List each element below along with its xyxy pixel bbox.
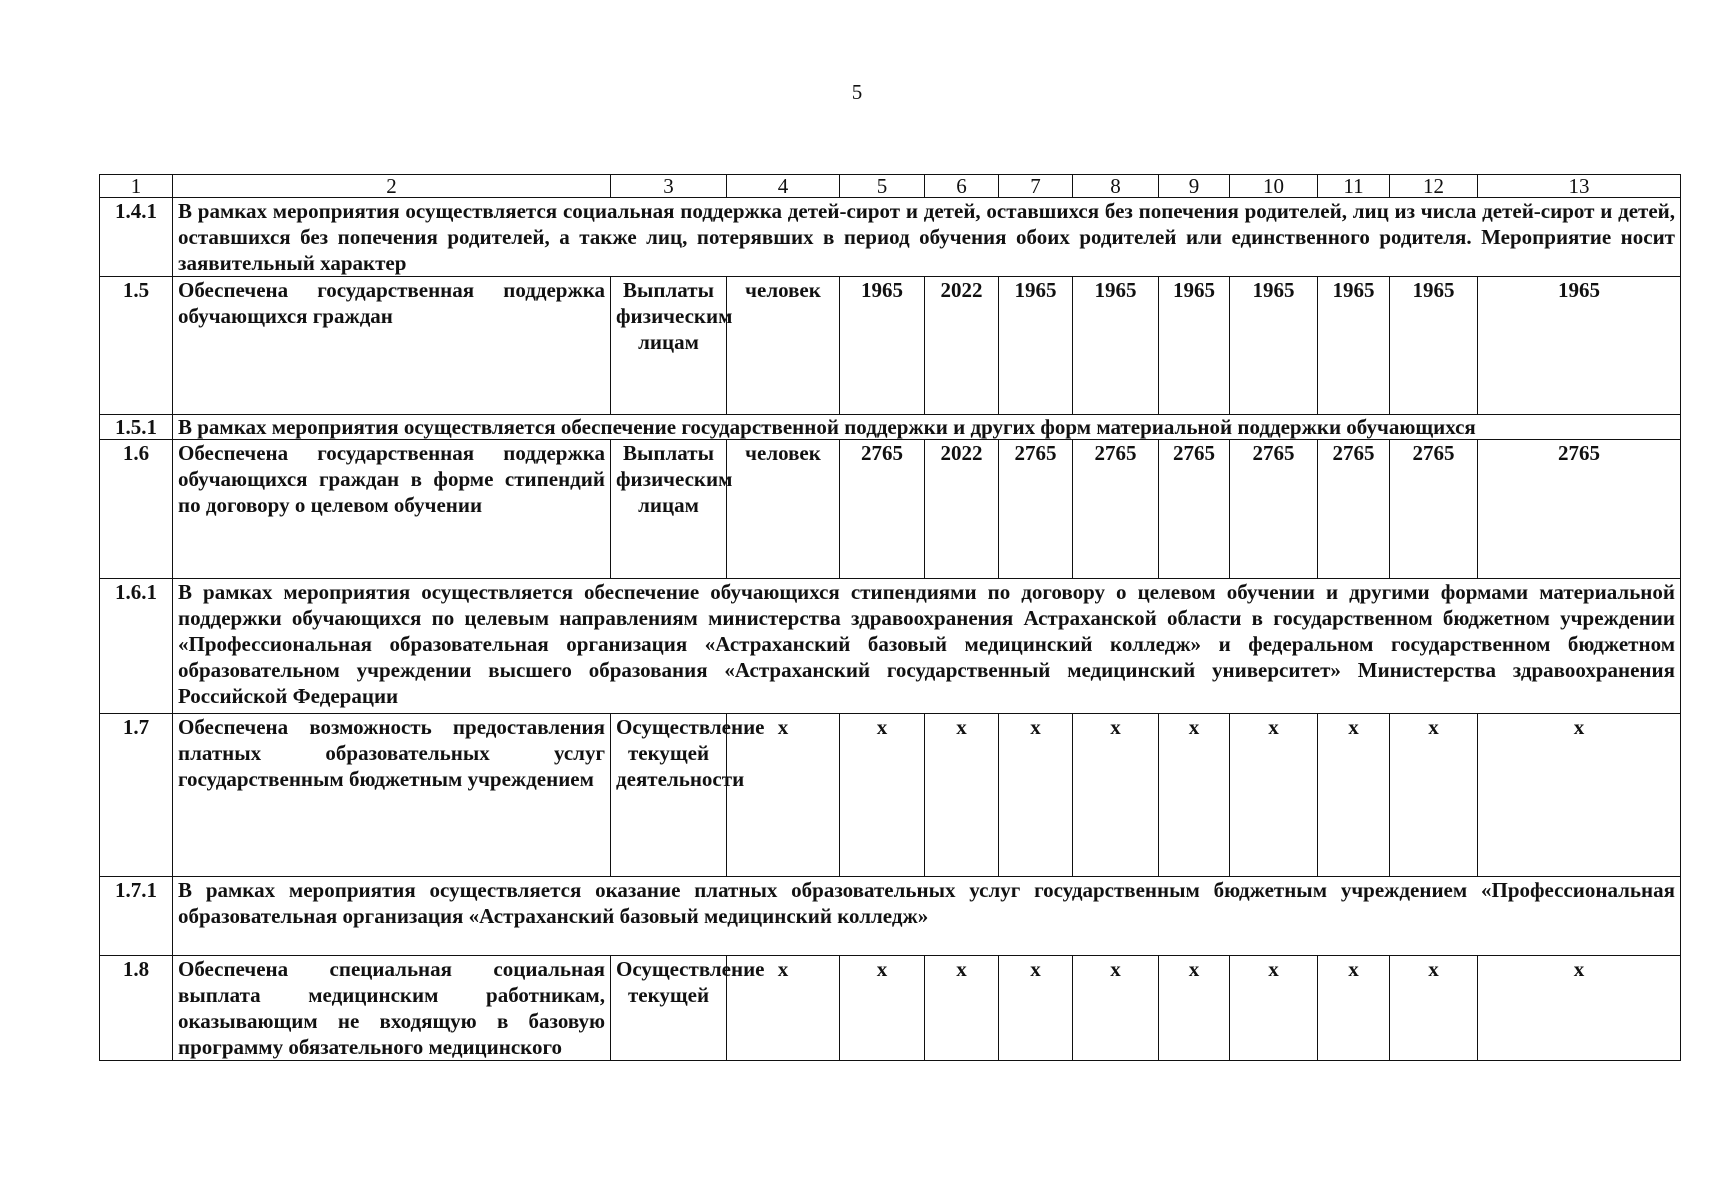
description-row [100, 198, 1681, 277]
column-header: 13 [1478, 175, 1681, 198]
value-cell: 1965 [999, 277, 1073, 415]
row-number: 1.4.1 [100, 198, 173, 277]
column-header: 2 [173, 175, 611, 198]
column-header: 1 [100, 175, 173, 198]
value-cell: х [1230, 714, 1318, 877]
value-cell: х [999, 714, 1073, 877]
column-header: 4 [727, 175, 840, 198]
value-cell: 2765 [1390, 440, 1478, 579]
table-row [100, 714, 1681, 877]
unit: человек [727, 277, 840, 415]
row-number: 1.5.1 [100, 415, 173, 440]
unit: человек [727, 440, 840, 579]
value-cell: х [1073, 714, 1159, 877]
description-row [100, 877, 1681, 956]
value-cell: 1965 [840, 277, 925, 415]
value-cell: х [1390, 714, 1478, 877]
value-cell: х [1318, 714, 1390, 877]
column-header: 3 [611, 175, 727, 198]
value-cell: х [1073, 956, 1159, 1061]
row-description: В рамках мероприятия осуществляется социальная поддержка детей-сирот и детей, оставшихся без попечения родителей, лиц из числа детей-сирот и детей, оставшихся без попечения родителей, а также лиц, потерявших в период обучения обоих родителей или единственного родителя. Мероприятие носит заявительный характер [173, 198, 1681, 277]
value-cell: 1965 [1230, 277, 1318, 415]
value-cell: 2765 [840, 440, 925, 579]
description-row [100, 579, 1681, 714]
table-row [100, 956, 1681, 1061]
row-number: 1.7 [100, 714, 173, 877]
value-cell: 2022 [925, 277, 999, 415]
value-cell: 1965 [1073, 277, 1159, 415]
value-cell: 2765 [999, 440, 1073, 579]
value-cell: х [1478, 714, 1681, 877]
funding-type: Осуществление текущей деятельности [611, 714, 727, 877]
value-cell: 2765 [1073, 440, 1159, 579]
row-description: В рамках мероприятия осуществляется обеспечение государственной поддержки и других форм материальной поддержки обучающихся [173, 415, 1681, 440]
indicator-name: Обеспечена специальная социальная выплата медицинским работникам, оказывающим не входящую в базовую программу обязательного медицинского [173, 956, 611, 1061]
funding-type: Выплаты физическим лицам [611, 277, 727, 415]
value-cell: 2765 [1230, 440, 1318, 579]
row-number: 1.7.1 [100, 877, 173, 956]
value-cell: 1965 [1390, 277, 1478, 415]
row-number: 1.5 [100, 277, 173, 415]
value-cell: 2765 [1159, 440, 1230, 579]
column-header: 11 [1318, 175, 1390, 198]
value-cell: х [1159, 714, 1230, 877]
value-cell: 2765 [1478, 440, 1681, 579]
column-header: 8 [1073, 175, 1159, 198]
unit: х [727, 956, 840, 1061]
funding-type: Выплаты физическим лицам [611, 440, 727, 579]
funding-type: Осуществление текущей [611, 956, 727, 1061]
row-number: 1.8 [100, 956, 173, 1061]
value-cell: 2022 [925, 440, 999, 579]
column-header: 5 [840, 175, 925, 198]
description-row [100, 415, 1681, 440]
unit: х [727, 714, 840, 877]
page-number: 5 [851, 80, 863, 104]
column-header: 9 [1159, 175, 1230, 198]
value-cell: х [1230, 956, 1318, 1061]
indicator-name: Обеспечена возможность предоставления платных образовательных услуг государственным бюджетным учреждением [173, 714, 611, 877]
value-cell: х [1478, 956, 1681, 1061]
row-number: 1.6 [100, 440, 173, 579]
value-cell: х [925, 956, 999, 1061]
indicators-table [99, 174, 1681, 1061]
value-cell: х [999, 956, 1073, 1061]
column-header: 6 [925, 175, 999, 198]
value-cell: 1965 [1478, 277, 1681, 415]
row-description: В рамках мероприятия осуществляется оказание платных образовательных услуг государственным бюджетным учреждением «Профессиональная образовательная организация «Астраханский базовый медицинский колледж» [173, 877, 1681, 956]
indicator-name: Обеспечена государственная поддержка обучающихся граждан в форме стипендий по договору о целевом обучении [173, 440, 611, 579]
column-header: 7 [999, 175, 1073, 198]
value-cell: 2765 [1318, 440, 1390, 579]
indicator-name: Обеспечена государственная поддержка обучающихся граждан [173, 277, 611, 415]
table-row [100, 277, 1681, 415]
value-cell: 1965 [1318, 277, 1390, 415]
value-cell: х [1159, 956, 1230, 1061]
value-cell: х [840, 956, 925, 1061]
table-row [100, 440, 1681, 579]
value-cell: х [1318, 956, 1390, 1061]
column-header: 10 [1230, 175, 1318, 198]
column-header: 12 [1390, 175, 1478, 198]
row-number: 1.6.1 [100, 579, 173, 714]
value-cell: 1965 [1159, 277, 1230, 415]
value-cell: х [840, 714, 925, 877]
row-description: В рамках мероприятия осуществляется обеспечение обучающихся стипендиями по договору о целевом обучении и другими формами материальной поддержки обучающихся по целевым направлениям министерства здравоохранения Астраханской области в государственном бюджетном учреждении «Профессиональная образовательная организация «Астраханский базовый медицинский колледж» и федеральном государственном бюджетном образовательном учреждении высшего образования «Астраханский государственный медицинский университет» Министерства здравоохранения Российской Федерации [173, 579, 1681, 714]
header-row [100, 175, 1681, 198]
value-cell: х [925, 714, 999, 877]
value-cell: х [1390, 956, 1478, 1061]
